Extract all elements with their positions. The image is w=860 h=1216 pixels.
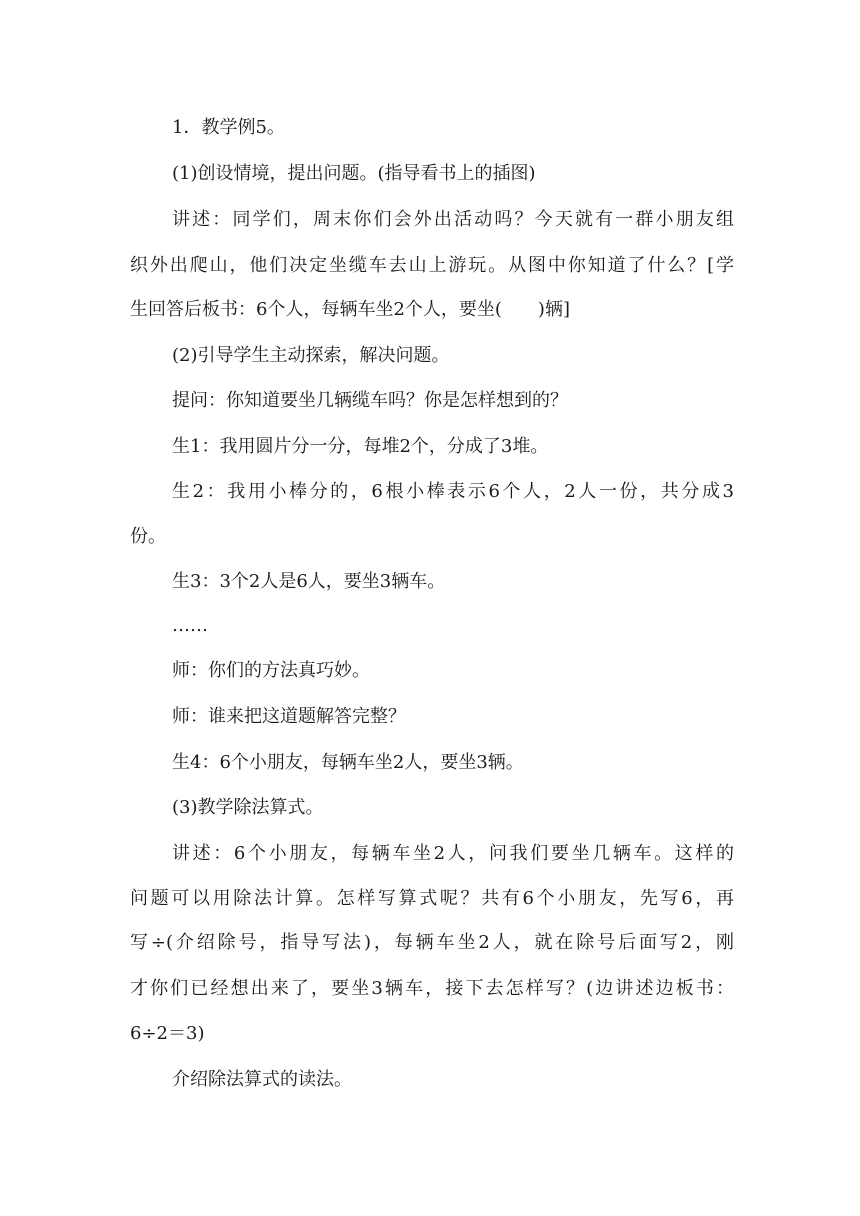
text-line: 生4：6个小朋友，每辆车坐2人，要坐3辆。 — [172, 752, 524, 773]
text-line: 问题可以用除法计算。怎样写算式呢？共有6个小朋友，先写6，再 — [130, 888, 734, 909]
text-line: 生回答后板书：6个人，每辆车坐2个人，要坐( )辆] — [130, 299, 570, 320]
text-line: 介绍除法算式的读法。 — [172, 1069, 352, 1090]
text-line: 6÷2＝3) — [130, 1023, 205, 1044]
text-line: 生2：我用小棒分的，6根小棒表示6个人，2人一份，共分成3 — [172, 481, 734, 502]
text-line: 讲述：6个小朋友，每辆车坐2人，问我们要坐几辆车。这样的 — [172, 843, 734, 864]
text-line: 生1：我用圆片分一分，每堆2个，分成了3堆。 — [172, 436, 549, 457]
text-line: 写÷(介绍除号，指导写法)，每辆车坐2人，就在除号后面写2，刚 — [130, 932, 734, 953]
text-line: 1．教学例5。 — [172, 117, 285, 138]
text-line: 份。 — [130, 526, 166, 547]
text-line: 才你们已经想出来了，要坐3辆车，接下去怎样写？(边讲述边板书： — [130, 978, 734, 999]
text-line: (1)创设情境，提出问题。(指导看书上的插图) — [172, 163, 536, 184]
text-line: 师：谁来把这道题解答完整？ — [172, 706, 406, 727]
text-line: (3)教学除法算式。 — [172, 797, 324, 818]
text-line: …… — [172, 615, 208, 636]
text-line: 生3：3个2人是6人，要坐3辆车。 — [172, 571, 446, 592]
text-line: 讲述：同学们，周末你们会外出活动吗？今天就有一群小朋友组 — [172, 209, 734, 230]
text-line: 师：你们的方法真巧妙。 — [172, 660, 370, 681]
text-line: 织外出爬山，他们决定坐缆车去山上游玩。从图中你知道了什么？[学 — [130, 255, 734, 276]
text-line: (2)引导学生主动探索，解决问题。 — [172, 345, 450, 366]
text-line: 提问：你知道要坐几辆缆车吗？你是怎样想到的？ — [172, 390, 568, 411]
